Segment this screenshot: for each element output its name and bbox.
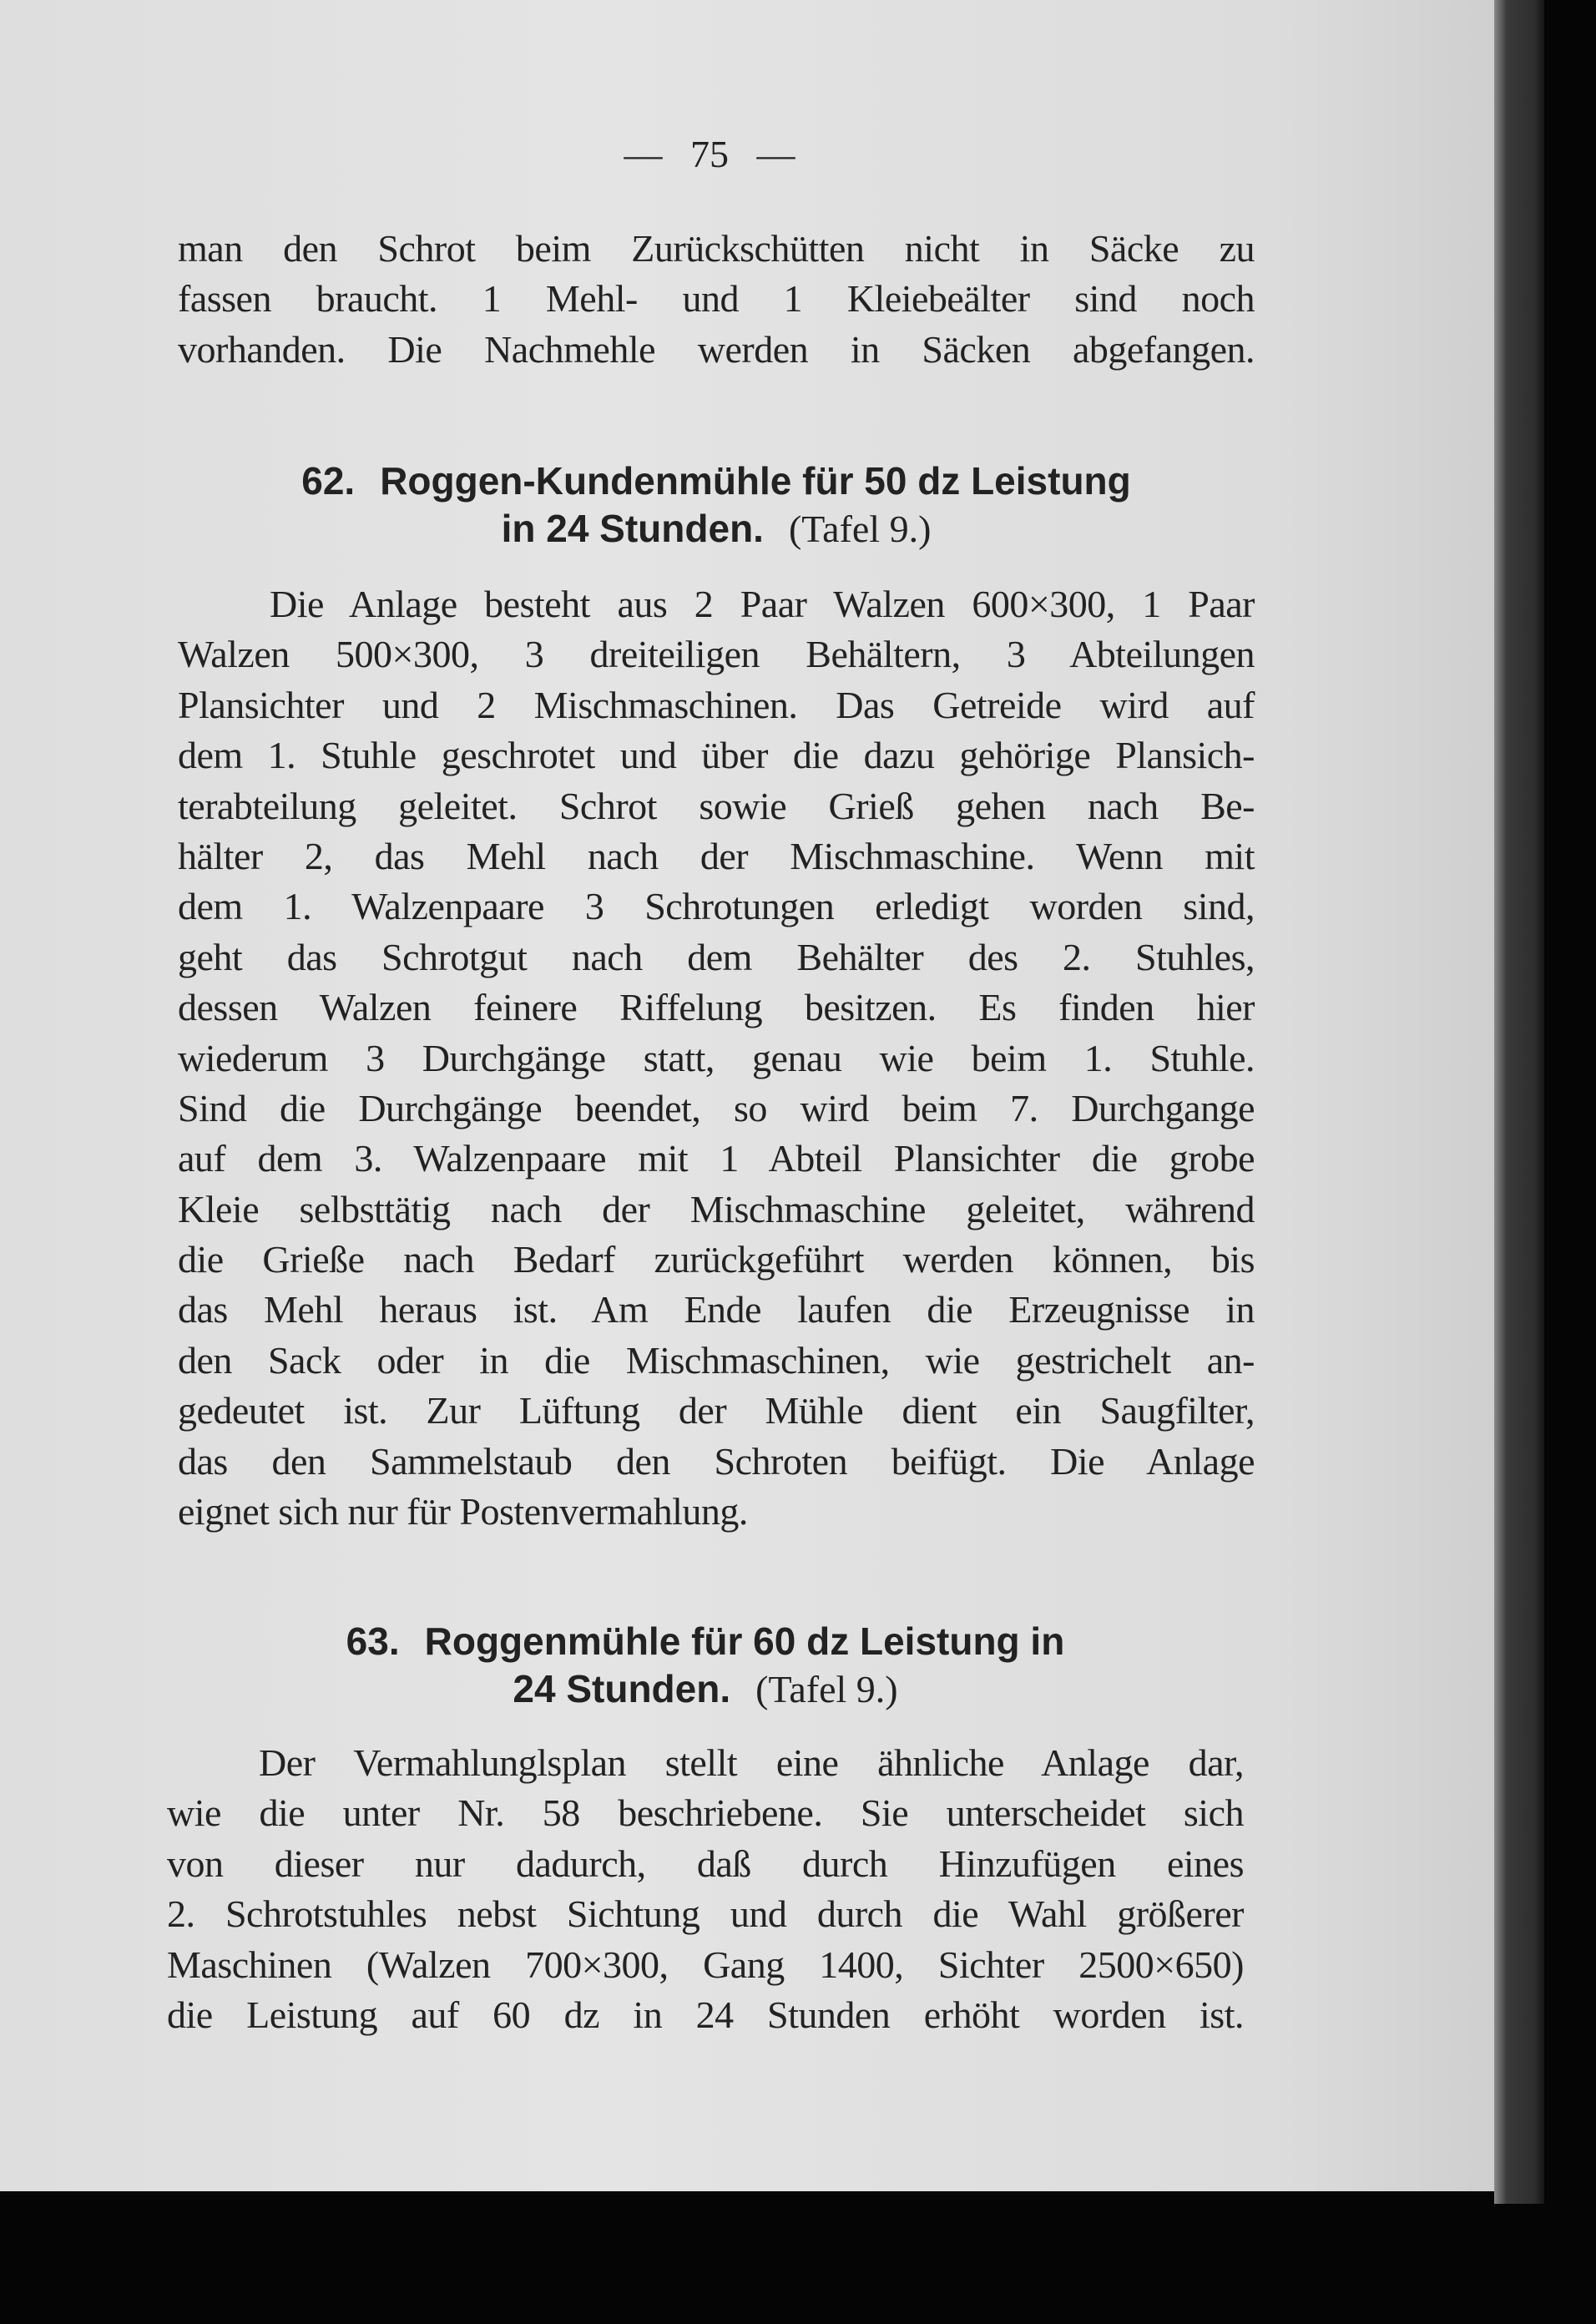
text-line: terabteilung geleitet. Schrot sowie Grieß gehen nach Be-: [178, 784, 1255, 827]
text-line: von dieser nur dadurch, daß durch Hinzufügen eines: [167, 1842, 1244, 1885]
text-line: wie die unter Nr. 58 beschriebene. Sie unterscheidet sich: [167, 1791, 1244, 1835]
plate-reference: (Tafel 9.): [788, 508, 932, 550]
text-line: dem 1. Walzenpaare 3 Schrotungen erledigt worden sind,: [178, 885, 1255, 928]
section-number: 63.: [346, 1619, 400, 1663]
plate-reference: (Tafel 9.): [755, 1668, 898, 1710]
text-line: das den Sammelstaub den Schroten beifügt. Die Anlage: [178, 1439, 1255, 1483]
text-line: hälter 2, das Mehl nach der Mischmaschine. Wenn mit: [178, 834, 1255, 877]
text-line: vorhanden. Die Nachmehle werden in Säcken abgefangen.: [178, 327, 1255, 371]
text-line: 2. Schrotstuhles nebst Sichtung und durch die Wahl größerer: [167, 1892, 1244, 1936]
text-line: das Mehl heraus ist. Am Ende laufen die Erzeugnisse in: [178, 1288, 1255, 1331]
section-63-heading: [167, 1618, 1244, 1713]
text-line: Kleie selbsttätig nach der Mischmaschine geleitet, während: [178, 1187, 1255, 1230]
section-title-cont: in 24 Stunden.: [501, 507, 764, 550]
text-line: den Sack oder in die Mischmaschinen, wie gestrichelt an-: [178, 1338, 1255, 1382]
section-62-heading: [178, 457, 1255, 553]
section-title: Roggen-Kundenmühle für 50 dz Leistung: [380, 459, 1131, 503]
heading-line: [167, 1618, 1244, 1665]
text-line: eignet sich nur für Postenvermahlung.: [178, 1490, 748, 1533]
text-line: dem 1. Stuhle geschrotet und über die dazu gehörige Plansich-: [178, 734, 1255, 777]
heading-line: [167, 1665, 1244, 1713]
section-title: Roggenmühle für 60 dz Leistung in: [424, 1619, 1065, 1663]
section-title-cont: 24 Stunden.: [513, 1667, 731, 1710]
text-line: Der Vermahlunglsplan stellt eine ähnliche Anlage dar,: [259, 1741, 1244, 1784]
text-line: fassen braucht. 1 Mehl- und 1 Kleiebeälter sind noch: [178, 277, 1255, 321]
text-line: geht das Schrotgut nach dem Behälter des 2. Stuhles,: [178, 935, 1255, 978]
text-line: die Leistung auf 60 dz in 24 Stunden erhöht worden ist.: [167, 1993, 1244, 2036]
text-line: Sind die Durchgänge beendet, so wird beim 7. Durchgange: [178, 1086, 1255, 1129]
text-line: wiederum 3 Durchgänge statt, genau wie beim 1. Stuhle.: [178, 1036, 1255, 1079]
text-line: auf dem 3. Walzenpaare mit 1 Abteil Plansichter die grobe: [178, 1137, 1255, 1180]
text-line: gedeutet ist. Zur Lüftung der Mühle dient ein Saugfilter,: [178, 1389, 1255, 1432]
text-line: dessen Walzen feinere Riffelung besitzen. Es finden hier: [178, 986, 1255, 1029]
text-line: Walzen 500×300, 3 dreiteiligen Behältern, 3 Abteilungen: [178, 633, 1255, 676]
paragraph-continued: [178, 224, 1255, 375]
section-number: 62.: [301, 459, 356, 503]
section-63-paragraph: [167, 1738, 1244, 2040]
heading-line: [178, 457, 1255, 505]
text-line: Maschinen (Walzen 700×300, Gang 1400, Sichter 2500×650): [167, 1943, 1244, 1986]
page-number: — 75 —: [624, 133, 795, 175]
text-line: Die Anlage besteht aus 2 Paar Walzen 600×300, 1 Paar: [270, 583, 1255, 625]
section-62-paragraph: [178, 579, 1255, 1537]
text-line: man den Schrot beim Zurückschütten nicht in Säcke zu: [178, 227, 1255, 270]
text-line: Plansichter und 2 Mischmaschinen. Das Getreide wird auf: [178, 683, 1255, 726]
text-line: die Grieße nach Bedarf zurückgeführt werden können, bis: [178, 1238, 1255, 1281]
book-spine-shadow: [1494, 0, 1544, 2204]
heading-line: [178, 505, 1255, 553]
